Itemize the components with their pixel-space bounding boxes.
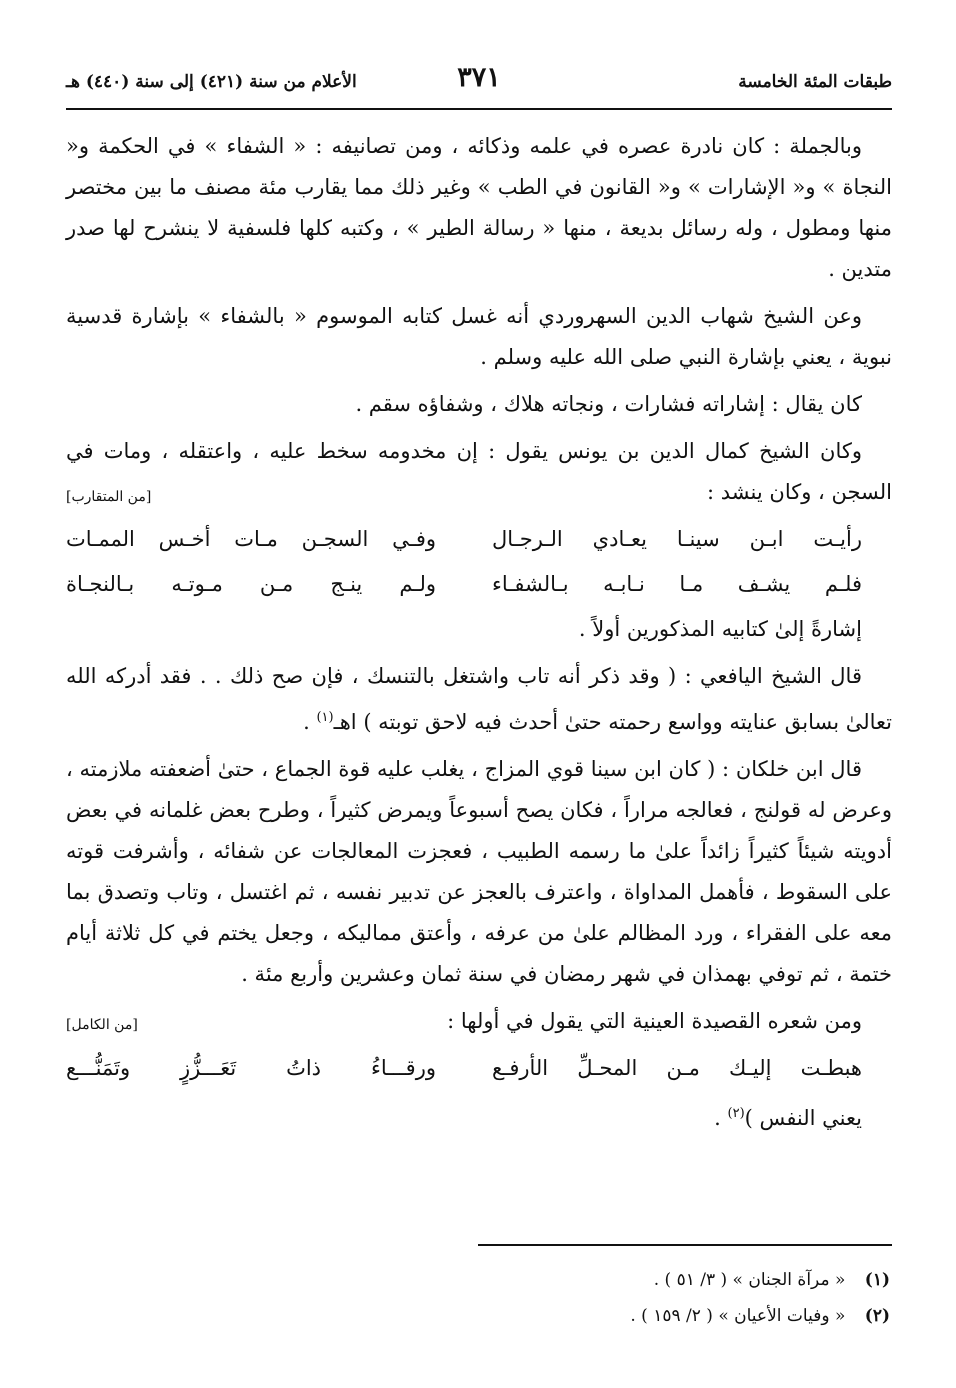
meter-label: [من المتقارب] [66, 489, 152, 505]
footnote-text: « وفيات الأعيان » ( ٢/ ١٥٩ ) . [630, 1306, 846, 1326]
footnote-divider [478, 1244, 892, 1246]
paragraph-9 [66, 1093, 892, 1139]
paragraph-9-end: . [714, 1106, 728, 1130]
verse-first-hemistich: فلـم يشـف مـا نـابـه بـالشفـاء [492, 572, 862, 596]
paragraph-9-text: يعني النفس ) [744, 1106, 862, 1130]
paragraph-6 [66, 656, 892, 743]
running-header [66, 62, 892, 102]
footnote-ref-1: (١) [316, 710, 334, 725]
page-number: ٣٧١ [457, 62, 501, 93]
poem-verse-1 [66, 519, 892, 560]
footnote-2 [64, 1298, 890, 1334]
footnote-number: (١) [864, 1270, 890, 1290]
paragraph-8: ومن شعره القصيدة العينية التي يقول في أولها : [447, 1009, 862, 1033]
poem-verse-2 [66, 564, 892, 605]
meter-label: [من الكامل] [66, 1017, 138, 1033]
paragraph-3: كان يقال : إشاراته فشارات ، ونجاته هلاك ، وشفاؤه سقم . [355, 392, 862, 416]
header-divider [66, 108, 892, 110]
paragraph-6-text: قال الشيخ اليافعي : ( وقد ذكر أنه تاب واشتغل بالتنسك ، فإن صح ذلك . . فقد أدركه الله تعالىٰ بسابق عنايته وواسع رحمته حتىٰ أحدث فيه لاحق توبته ) اهـ [66, 664, 892, 734]
footnote-ref-2: (٢) [727, 1106, 745, 1121]
paragraph-4: وكان الشيخ كمال الدين بن يونس يقول : إن مخدومه سخط عليه ، واعتقله ، ومات في السجن ، وكان ينشد : [66, 439, 892, 504]
paragraph-2: وعن الشيخ شهاب الدين السهروردي أنه غسل كتابه الموسوم « بالشفاء » بإشارة قدسية نبوية ، يعني بإشارة النبي صلى الله عليه وسلم . [66, 304, 892, 369]
verse-first-hemistich: رأيـت ابـن سينـا يعـادي الـرجـال [492, 527, 862, 551]
paragraph-1: وبالجملة : كان نادرة عصره في علمه وذكائه ، ومن تصانيفه : « الشفاء » في الحكمة و« النجاة » و« الإشارات » و« القانون في الطب » وغير ذلك مما يقارب مئة مصنف ما بين مختصر منها ومطول ، وله رسائل بديعة ، منها « رسالة الطير » ، وكتبه كلها فلسفية لا ينشرح لها صدر متدين . [66, 134, 892, 281]
footnote-1 [64, 1262, 890, 1298]
header-chapter-title: الأعلام من سنة (٤٢١) إلى سنة (٤٤٠) هـ [66, 72, 357, 92]
paragraph-5: إشارةً إلىٰ كتابيه المذكورين أولاً . [578, 617, 862, 641]
footnote-text: « مرآة الجنان » ( ٣/ ٥١ ) . [653, 1270, 846, 1290]
verse-second-hemistich: وفـي السجـن مـات أخـس الممـات [66, 527, 436, 551]
footnote-number: (٢) [864, 1306, 890, 1326]
footnotes [64, 1262, 890, 1334]
paragraph-4-block [66, 431, 892, 513]
header-section-title: طبقات المئة الخامسة [738, 72, 892, 92]
verse-first-hemistich: هبطـت إليـك مـن المحـلِّ الأرفـع [492, 1056, 862, 1080]
paragraph-8-block [66, 1001, 892, 1042]
verse-second-hemistich: ورقـــاءُ ذاتُ تَعَـــزُّزٍ وتَمَنُّـــع [66, 1056, 436, 1080]
paragraph-7: قال ابن خلكان : ( كان ابن سينا قوي المزاج ، يغلب عليه قوة الجماع ، حتىٰ أضعفته ملازمته ، وعرض له قولنج ، فعالجه مراراً ، فكان يصح أسبوعاً ويمرض كثيراً ، وطرح بعض غلمانه في بعض أدويته شيئاً كثيراً زائداً علىٰ ما رسمه الطبيب ، فعجزت المعالجات عن شفائه ، وأشرفت قوته على السقوط ، فأهمل المداواة ، واعترف بالعجز عن تدبير نفسه ، ثم اغتسل ، وتاب وتصدق بما معه على الفقراء ، ورد المظالم علىٰ من عرفه ، وأعتق مماليكه ، وجعل يختم في كل ثلاثة أيام ختمة ، ثم توفي بهمذان في شهر رمضان في سنة ثمان وعشرين وأربع مئة . [66, 757, 892, 986]
main-text [66, 126, 892, 1145]
paragraph-6-end: . [303, 710, 317, 734]
poem-verse-3 [66, 1048, 892, 1089]
verse-second-hemistich: ولـم ينـج مـن مـوتـه بـالنجـاة [66, 572, 436, 596]
